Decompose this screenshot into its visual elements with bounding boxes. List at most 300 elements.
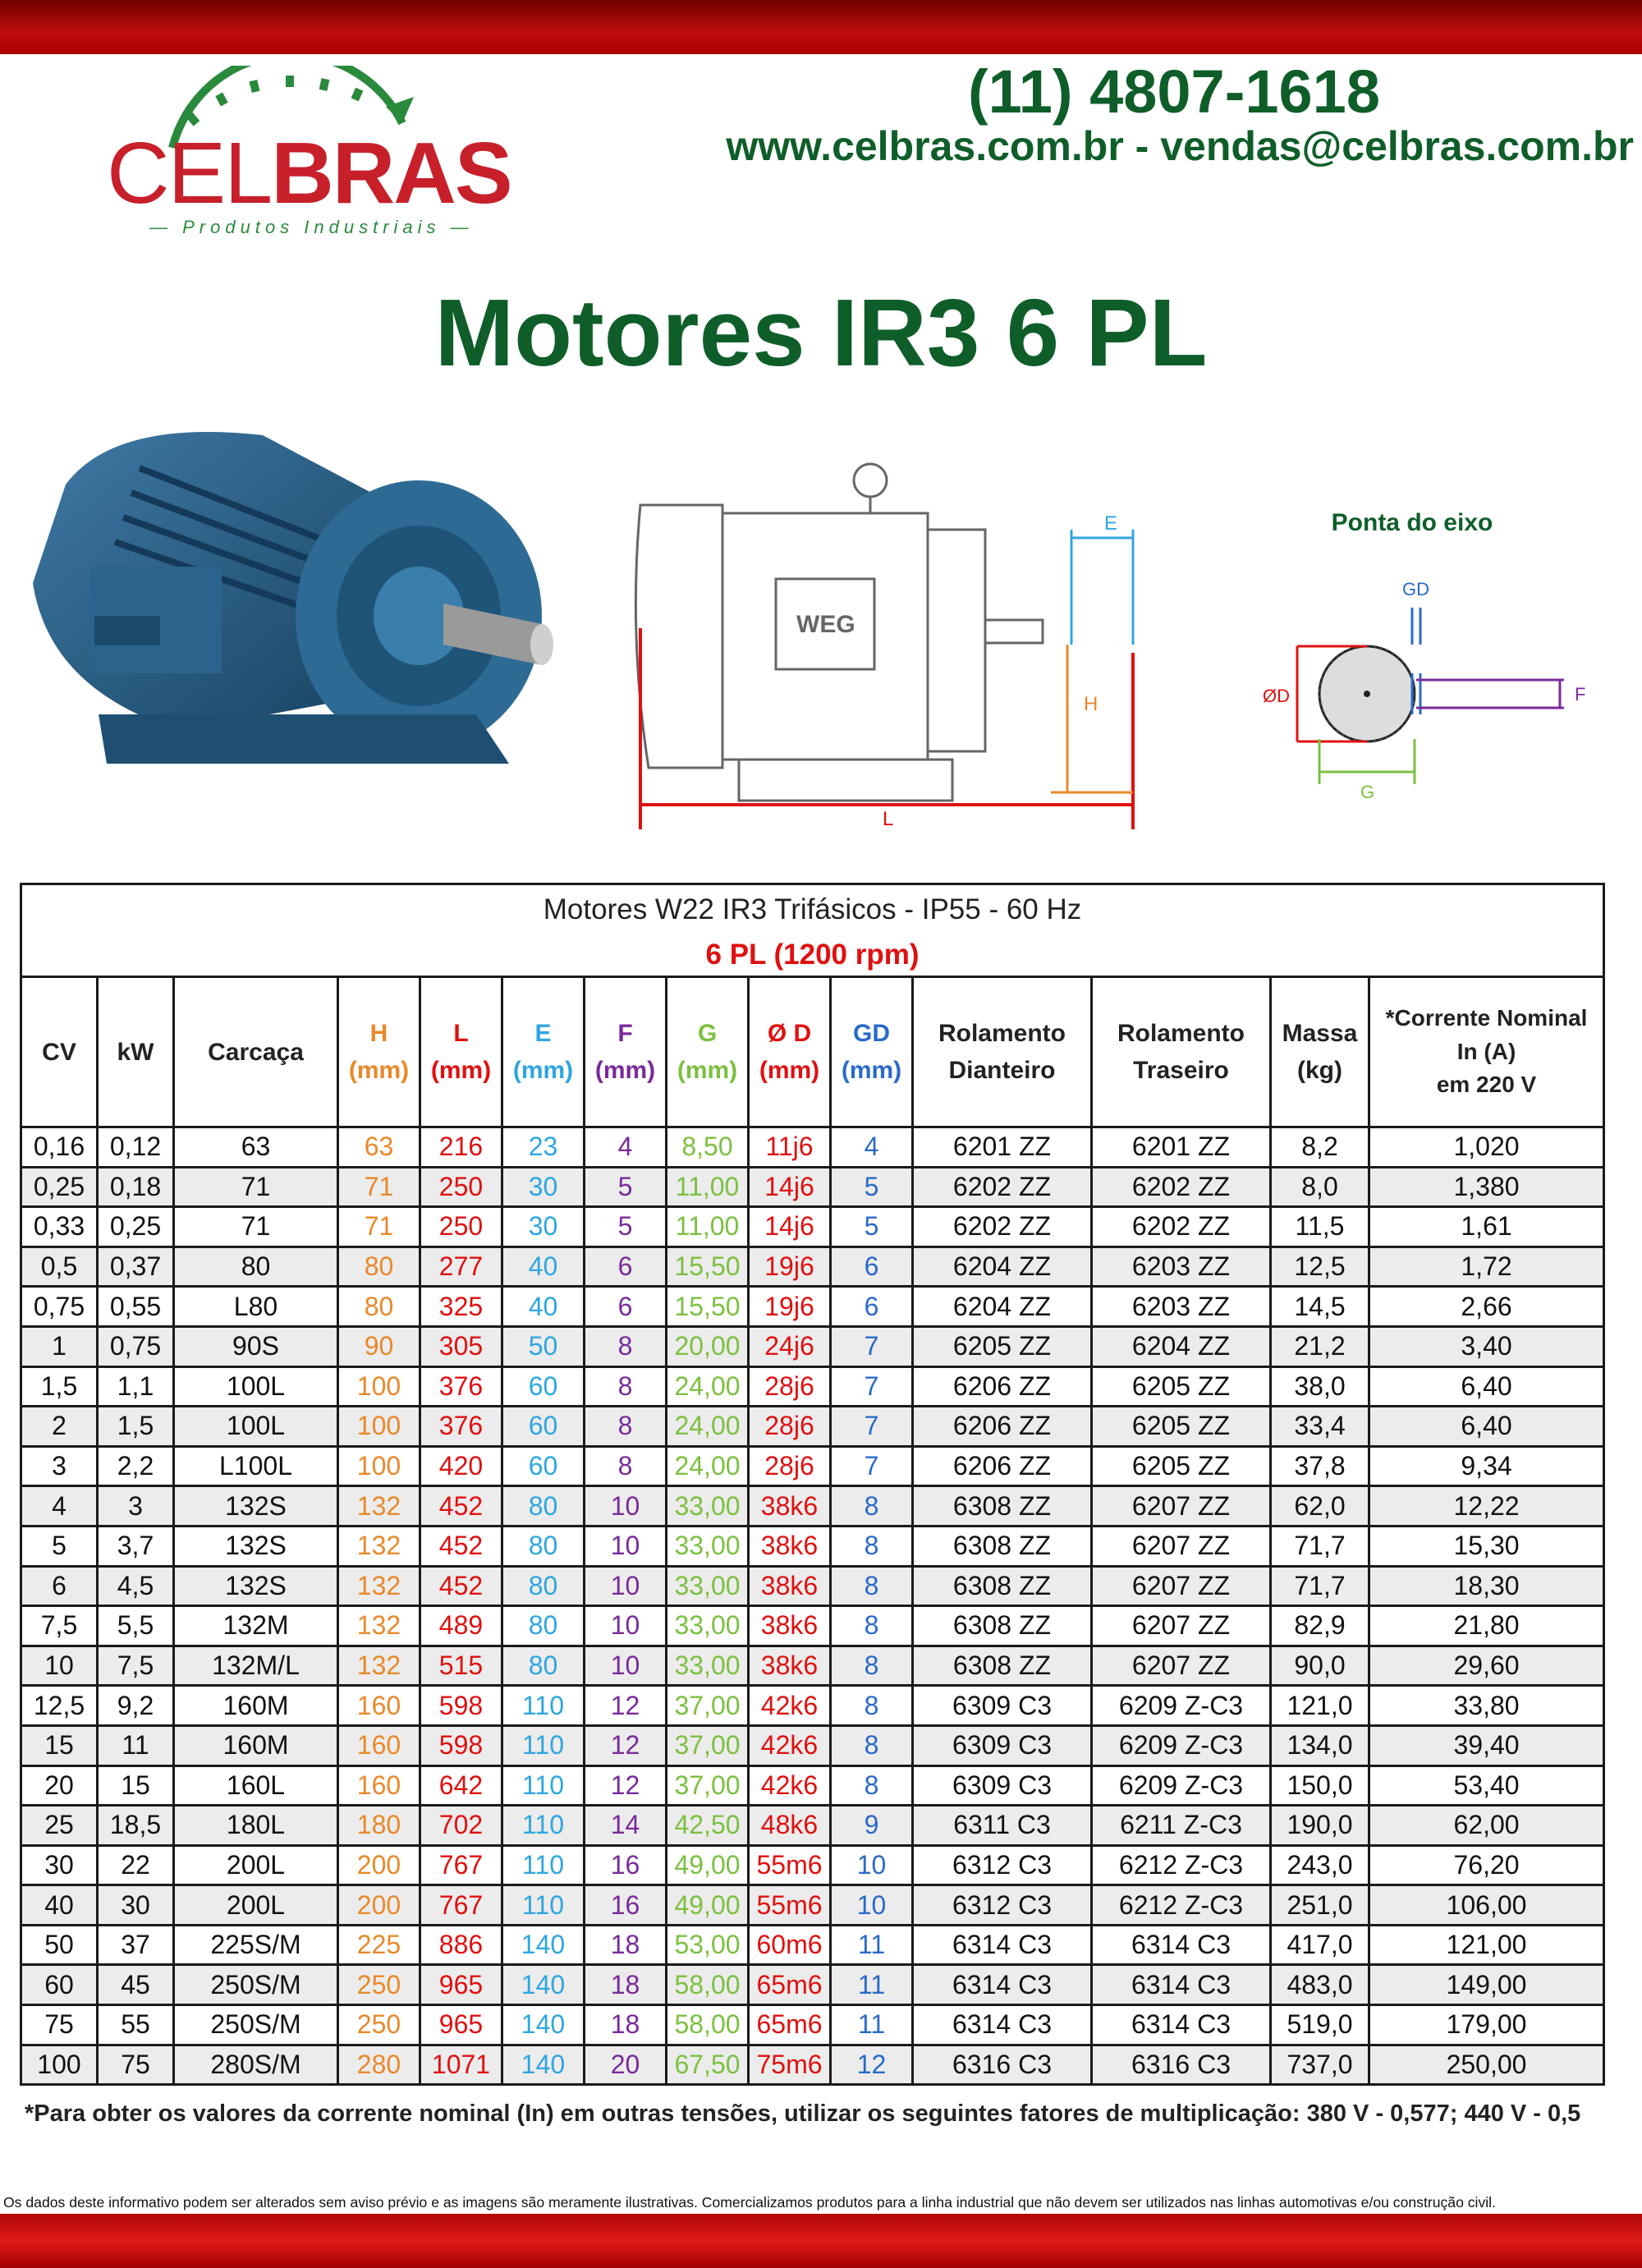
cell-h: 71 — [338, 1167, 420, 1207]
cell-l: 250 — [420, 1167, 502, 1207]
cell-d: 60m6 — [749, 1925, 831, 1965]
cell-rolamento-dianteiro: 6206 ZZ — [913, 1446, 1092, 1486]
cell-kw: 75 — [98, 2045, 174, 2085]
col-f: F (mm) — [585, 977, 667, 1127]
cell-h: 250 — [338, 2005, 420, 2045]
cell-massa: 8,0 — [1271, 1167, 1369, 1207]
cell-cv: 5 — [21, 1526, 98, 1566]
cell-corrente: 6,40 — [1369, 1366, 1604, 1407]
cell-e: 40 — [502, 1246, 585, 1287]
cell-f: 8 — [585, 1407, 667, 1447]
cell-f: 5 — [585, 1167, 667, 1207]
col-rolamento-dianteiro: Rolamento Dianteiro — [913, 977, 1092, 1127]
cell-f: 4 — [585, 1127, 667, 1168]
cell-cv: 1 — [21, 1326, 98, 1366]
cell-cv: 0,75 — [21, 1287, 98, 1327]
cell-massa: 33,4 — [1271, 1407, 1369, 1447]
cell-f: 10 — [585, 1486, 667, 1527]
cell-h: 80 — [338, 1246, 420, 1287]
cell-corrente: 1,020 — [1369, 1127, 1604, 1168]
cell-f: 18 — [585, 1925, 667, 1965]
cell-l: 767 — [420, 1845, 502, 1885]
cell-f: 6 — [585, 1246, 667, 1287]
cell-h: 100 — [338, 1407, 420, 1447]
cell-cv: 0,25 — [21, 1167, 98, 1207]
cell-f: 8 — [585, 1326, 667, 1366]
cell-f: 12 — [585, 1765, 667, 1806]
cell-corrente: 1,61 — [1369, 1207, 1604, 1247]
cell-d: 14j6 — [749, 1167, 831, 1207]
cell-h: 180 — [338, 1806, 420, 1846]
col-rolamento-traseiro: Rolamento Traseiro — [1092, 977, 1271, 1127]
dim-label-d: ØD — [1263, 686, 1290, 706]
disclaimer: Os dados deste informativo podem ser alterados sem aviso prévio e as imagens são meramente ilustrativas. Comercializamos produtos para a linha industrial que não devem ser utilizados nas linhas automotivas e/ou construção civil. — [3, 2194, 1496, 2211]
cell-f: 12 — [585, 1725, 667, 1765]
cell-kw: 0,18 — [98, 1167, 174, 1207]
cell-l: 1071 — [420, 2045, 502, 2085]
col-h: H (mm) — [338, 977, 420, 1127]
cell-e: 23 — [502, 1127, 585, 1168]
cell-g: 24,00 — [667, 1366, 749, 1407]
table-row — [21, 1326, 1604, 1366]
cell-l: 376 — [420, 1407, 502, 1447]
cell-kw: 4,5 — [98, 1566, 174, 1606]
cell-rolamento-traseiro: 6205 ZZ — [1092, 1446, 1271, 1486]
cell-e: 60 — [502, 1446, 585, 1486]
cell-carcaca: 132M/L — [174, 1646, 338, 1686]
table-row — [21, 1167, 1604, 1207]
dim-label-l: L — [883, 808, 894, 830]
cell-rolamento-dianteiro: 6202 ZZ — [913, 1207, 1092, 1247]
cell-cv: 75 — [21, 2005, 98, 2045]
cell-g: 58,00 — [667, 1965, 749, 2005]
cell-corrente: 39,40 — [1369, 1725, 1604, 1765]
cell-cv: 100 — [21, 2045, 98, 2085]
table-row — [21, 1407, 1604, 1447]
cell-e: 50 — [502, 1326, 585, 1366]
cell-e: 30 — [502, 1167, 585, 1207]
cell-e: 40 — [502, 1287, 585, 1327]
cell-rolamento-traseiro: 6314 C3 — [1092, 2005, 1271, 2045]
cell-kw: 15 — [98, 1765, 174, 1806]
cell-gd: 8 — [831, 1566, 913, 1606]
cell-rolamento-dianteiro: 6308 ZZ — [913, 1646, 1092, 1686]
cell-massa: 519,0 — [1271, 2005, 1369, 2045]
bottom-band — [0, 2214, 1642, 2268]
cell-cv: 12,5 — [21, 1686, 98, 1726]
cell-gd: 8 — [831, 1486, 913, 1527]
cell-e: 110 — [502, 1885, 585, 1926]
cell-kw: 0,25 — [98, 1207, 174, 1247]
cell-e: 30 — [502, 1207, 585, 1247]
cell-h: 280 — [338, 2045, 420, 2085]
cell-g: 37,00 — [667, 1725, 749, 1765]
cell-d: 48k6 — [749, 1806, 831, 1846]
cell-massa: 38,0 — [1271, 1366, 1369, 1407]
cell-massa: 737,0 — [1271, 2045, 1369, 2085]
cell-carcaca: 250S/M — [174, 1965, 338, 2005]
cell-h: 132 — [338, 1526, 420, 1566]
cell-l: 965 — [420, 1965, 502, 2005]
table-subcaption: 6 PL (1200 rpm) — [21, 934, 1604, 977]
cell-d: 28j6 — [749, 1407, 831, 1447]
cell-rolamento-traseiro: 6205 ZZ — [1092, 1407, 1271, 1447]
cell-rolamento-traseiro: 6209 Z-C3 — [1092, 1765, 1271, 1806]
cell-e: 110 — [502, 1686, 585, 1726]
cell-cv: 1,5 — [21, 1366, 98, 1407]
cell-kw: 18,5 — [98, 1806, 174, 1846]
col-e: E (mm) — [502, 977, 585, 1127]
cell-gd: 8 — [831, 1606, 913, 1646]
cell-rolamento-dianteiro: 6202 ZZ — [913, 1167, 1092, 1207]
cell-cv: 6 — [21, 1566, 98, 1606]
cell-kw: 0,75 — [98, 1326, 174, 1366]
logo-wordmark: CELBRAS — [107, 125, 511, 222]
cell-carcaca: 225S/M — [174, 1925, 338, 1965]
cell-corrente: 121,00 — [1369, 1925, 1604, 1965]
cell-carcaca: 200L — [174, 1885, 338, 1926]
cell-l: 965 — [420, 2005, 502, 2045]
cell-corrente: 2,66 — [1369, 1287, 1604, 1327]
table-row — [21, 1965, 1604, 2005]
table-row — [21, 1725, 1604, 1765]
cell-g: 67,50 — [667, 2045, 749, 2085]
cell-massa: 11,5 — [1271, 1207, 1369, 1247]
cell-g: 24,00 — [667, 1446, 749, 1486]
cell-rolamento-dianteiro: 6205 ZZ — [913, 1326, 1092, 1366]
cell-massa: 134,0 — [1271, 1725, 1369, 1765]
cell-gd: 9 — [831, 1806, 913, 1846]
table-row — [21, 1606, 1604, 1646]
cell-g: 24,00 — [667, 1407, 749, 1447]
cell-f: 6 — [585, 1287, 667, 1327]
table-row — [21, 1287, 1604, 1327]
col-l: L (mm) — [420, 977, 502, 1127]
cell-massa: 71,7 — [1271, 1526, 1369, 1566]
cell-e: 140 — [502, 2005, 585, 2045]
cell-g: 15,50 — [667, 1246, 749, 1287]
cell-rolamento-traseiro: 6202 ZZ — [1092, 1167, 1271, 1207]
cell-massa: 8,2 — [1271, 1127, 1369, 1168]
cell-corrente: 6,40 — [1369, 1407, 1604, 1447]
cell-l: 452 — [420, 1526, 502, 1566]
cell-carcaca: 132S — [174, 1566, 338, 1606]
logo-tagline: — Produtos Industriais — — [149, 217, 474, 237]
cell-massa: 12,5 — [1271, 1246, 1369, 1287]
cell-kw: 2,2 — [98, 1446, 174, 1486]
cell-l: 642 — [420, 1765, 502, 1806]
cell-rolamento-traseiro: 6202 ZZ — [1092, 1207, 1271, 1247]
shaft-title: Ponta do eixo — [1331, 509, 1493, 536]
cell-f: 12 — [585, 1686, 667, 1726]
cell-corrente: 62,00 — [1369, 1806, 1604, 1846]
cell-g: 33,00 — [667, 1646, 749, 1686]
cell-corrente: 250,00 — [1369, 2045, 1604, 2085]
cell-carcaca: 100L — [174, 1407, 338, 1447]
cell-e: 80 — [502, 1566, 585, 1606]
dim-label-f: F — [1575, 684, 1586, 705]
shaft-end-drawing — [1248, 501, 1593, 813]
table-row — [21, 1765, 1604, 1806]
cell-rolamento-traseiro: 6207 ZZ — [1092, 1566, 1271, 1606]
cell-corrente: 12,22 — [1369, 1486, 1604, 1527]
cell-f: 18 — [585, 1965, 667, 2005]
cell-carcaca: 80 — [174, 1246, 338, 1287]
cell-rolamento-traseiro: 6205 ZZ — [1092, 1366, 1271, 1407]
dimension-drawing — [624, 456, 1166, 833]
cell-carcaca: 71 — [174, 1167, 338, 1207]
cell-corrente: 33,80 — [1369, 1686, 1604, 1726]
table-row — [21, 1207, 1604, 1247]
cell-e: 140 — [502, 1965, 585, 2005]
cell-gd: 10 — [831, 1885, 913, 1926]
cell-f: 10 — [585, 1606, 667, 1646]
table-row — [21, 2045, 1604, 2085]
cell-g: 42,50 — [667, 1806, 749, 1846]
cell-cv: 0,5 — [21, 1246, 98, 1287]
cell-kw: 7,5 — [98, 1646, 174, 1686]
cell-d: 28j6 — [749, 1366, 831, 1407]
cell-gd: 11 — [831, 2005, 913, 2045]
cell-massa: 190,0 — [1271, 1806, 1369, 1846]
cell-e: 140 — [502, 2045, 585, 2085]
cell-l: 452 — [420, 1486, 502, 1527]
cell-cv: 40 — [21, 1885, 98, 1926]
cell-carcaca: L100L — [174, 1446, 338, 1486]
cell-h: 71 — [338, 1207, 420, 1247]
cell-e: 110 — [502, 1725, 585, 1765]
cell-gd: 6 — [831, 1287, 913, 1327]
cell-rolamento-dianteiro: 6308 ZZ — [913, 1566, 1092, 1606]
col-corrente-nominal: *Corrente Nominal In (A) em 220 V — [1369, 977, 1604, 1127]
cell-gd: 11 — [831, 1965, 913, 2005]
cell-carcaca: 200L — [174, 1845, 338, 1885]
cell-l: 767 — [420, 1885, 502, 1926]
cell-rolamento-traseiro: 6211 Z-C3 — [1092, 1806, 1271, 1846]
cell-e: 140 — [502, 1925, 585, 1965]
cell-d: 28j6 — [749, 1446, 831, 1486]
cell-rolamento-traseiro: 6212 Z-C3 — [1092, 1845, 1271, 1885]
cell-rolamento-dianteiro: 6312 C3 — [913, 1885, 1092, 1926]
cell-gd: 6 — [831, 1246, 913, 1287]
cell-e: 80 — [502, 1526, 585, 1566]
dim-label-h: H — [1084, 693, 1098, 715]
contact-phone[interactable]: (11) 4807-1618 — [968, 57, 1380, 126]
cell-d: 55m6 — [749, 1885, 831, 1926]
cell-carcaca: L80 — [174, 1287, 338, 1327]
top-band — [0, 0, 1642, 54]
table-caption: Motores W22 IR3 Trifásicos - IP55 - 60 Hz — [21, 884, 1604, 935]
cell-rolamento-traseiro: 6209 Z-C3 — [1092, 1725, 1271, 1765]
cell-f: 14 — [585, 1806, 667, 1846]
cell-l: 277 — [420, 1246, 502, 1287]
cell-e: 110 — [502, 1806, 585, 1846]
cell-cv: 0,33 — [21, 1207, 98, 1247]
cell-g: 33,00 — [667, 1486, 749, 1527]
cell-f: 8 — [585, 1446, 667, 1486]
cell-cv: 0,16 — [21, 1127, 98, 1168]
table-body — [21, 1127, 1604, 2085]
cell-l: 515 — [420, 1646, 502, 1686]
page-title: Motores IR3 6 PL — [434, 279, 1208, 386]
cell-rolamento-traseiro: 6204 ZZ — [1092, 1326, 1271, 1366]
cell-d: 19j6 — [749, 1287, 831, 1327]
table-row — [21, 1446, 1604, 1486]
cell-f: 16 — [585, 1885, 667, 1926]
cell-gd: 8 — [831, 1526, 913, 1566]
cell-rolamento-dianteiro: 6309 C3 — [913, 1765, 1092, 1806]
col-carcaca: Carcaça — [174, 977, 338, 1127]
cell-l: 489 — [420, 1606, 502, 1646]
cell-d: 65m6 — [749, 2005, 831, 2045]
cell-g: 8,50 — [667, 1127, 749, 1168]
cell-cv: 25 — [21, 1806, 98, 1846]
cell-rolamento-dianteiro: 6314 C3 — [913, 2005, 1092, 2045]
cell-g: 53,00 — [667, 1925, 749, 1965]
cell-gd: 4 — [831, 1127, 913, 1168]
cell-gd: 7 — [831, 1366, 913, 1407]
cell-carcaca: 63 — [174, 1127, 338, 1168]
cell-rolamento-traseiro: 6212 Z-C3 — [1092, 1885, 1271, 1926]
spec-table — [20, 883, 1605, 2086]
cell-kw: 55 — [98, 2005, 174, 2045]
cell-rolamento-dianteiro: 6316 C3 — [913, 2045, 1092, 2085]
cell-rolamento-dianteiro: 6309 C3 — [913, 1686, 1092, 1726]
cell-gd: 8 — [831, 1725, 913, 1765]
cell-h: 132 — [338, 1646, 420, 1686]
cell-corrente: 9,34 — [1369, 1446, 1604, 1486]
cell-g: 11,00 — [667, 1207, 749, 1247]
cell-d: 42k6 — [749, 1725, 831, 1765]
cell-l: 702 — [420, 1806, 502, 1846]
cell-rolamento-traseiro: 6209 Z-C3 — [1092, 1686, 1271, 1726]
table-row — [21, 2005, 1604, 2045]
cell-l: 598 — [420, 1725, 502, 1765]
motor-photo — [16, 419, 558, 805]
cell-massa: 150,0 — [1271, 1765, 1369, 1806]
cell-massa: 62,0 — [1271, 1486, 1369, 1527]
cell-rolamento-dianteiro: 6314 C3 — [913, 1965, 1092, 2005]
cell-l: 325 — [420, 1287, 502, 1327]
table-row — [21, 1486, 1604, 1527]
cell-f: 10 — [585, 1566, 667, 1606]
cell-cv: 7,5 — [21, 1606, 98, 1646]
cell-kw: 22 — [98, 1845, 174, 1885]
cell-kw: 9,2 — [98, 1686, 174, 1726]
cell-kw: 5,5 — [98, 1606, 174, 1646]
cell-rolamento-dianteiro: 6204 ZZ — [913, 1246, 1092, 1287]
table-row — [21, 1845, 1604, 1885]
cell-massa: 251,0 — [1271, 1885, 1369, 1926]
cell-gd: 8 — [831, 1646, 913, 1686]
cell-carcaca: 132M — [174, 1606, 338, 1646]
cell-f: 18 — [585, 2005, 667, 2045]
cell-gd: 7 — [831, 1407, 913, 1447]
footnote: *Para obter os valores da corrente nominal (In) em outras tensões, utilizar os seguintes fatores de multiplicação: 380 V - 0,577; 440 V - 0,5 — [25, 2100, 1581, 2127]
cell-kw: 1,5 — [98, 1407, 174, 1447]
cell-carcaca: 132S — [174, 1526, 338, 1566]
cell-rolamento-dianteiro: 6314 C3 — [913, 1925, 1092, 1965]
cell-h: 132 — [338, 1566, 420, 1606]
celbras-logo[interactable] — [99, 66, 511, 242]
cell-f: 8 — [585, 1366, 667, 1407]
cell-carcaca: 280S/M — [174, 2045, 338, 2085]
cell-corrente: 179,00 — [1369, 2005, 1604, 2045]
cell-massa: 14,5 — [1271, 1287, 1369, 1327]
cell-corrente: 3,40 — [1369, 1326, 1604, 1366]
cell-cv: 60 — [21, 1965, 98, 2005]
table-row — [21, 1366, 1604, 1407]
col-kw: kW — [98, 977, 174, 1127]
cell-d: 38k6 — [749, 1566, 831, 1606]
cell-rolamento-traseiro: 6203 ZZ — [1092, 1246, 1271, 1287]
cell-g: 11,00 — [667, 1167, 749, 1207]
cell-corrente: 76,20 — [1369, 1845, 1604, 1885]
cell-d: 55m6 — [749, 1845, 831, 1885]
cell-h: 160 — [338, 1686, 420, 1726]
cell-carcaca: 160L — [174, 1765, 338, 1806]
cell-corrente: 149,00 — [1369, 1965, 1604, 2005]
cell-cv: 20 — [21, 1765, 98, 1806]
cell-kw: 3 — [98, 1486, 174, 1527]
cell-d: 11j6 — [749, 1127, 831, 1168]
cell-carcaca: 160M — [174, 1686, 338, 1726]
cell-rolamento-dianteiro: 6308 ZZ — [913, 1606, 1092, 1646]
cell-gd: 11 — [831, 1925, 913, 1965]
cell-rolamento-dianteiro: 6206 ZZ — [913, 1366, 1092, 1407]
cell-rolamento-traseiro: 6207 ZZ — [1092, 1526, 1271, 1566]
cell-kw: 3,7 — [98, 1526, 174, 1566]
cell-f: 20 — [585, 2045, 667, 2085]
cell-d: 75m6 — [749, 2045, 831, 2085]
cell-d: 42k6 — [749, 1686, 831, 1726]
cell-massa: 37,8 — [1271, 1446, 1369, 1486]
cell-rolamento-dianteiro: 6312 C3 — [913, 1845, 1092, 1885]
cell-corrente: 15,30 — [1369, 1526, 1604, 1566]
cell-carcaca: 160M — [174, 1725, 338, 1765]
cell-gd: 10 — [831, 1845, 913, 1885]
cell-rolamento-dianteiro: 6311 C3 — [913, 1806, 1092, 1846]
cell-cv: 15 — [21, 1725, 98, 1765]
cell-cv: 10 — [21, 1646, 98, 1686]
cell-g: 33,00 — [667, 1566, 749, 1606]
cell-g: 37,00 — [667, 1686, 749, 1726]
contact-web-email[interactable]: www.celbras.com.br - vendas@celbras.com.br — [726, 123, 1634, 169]
col-massa: Massa (kg) — [1271, 977, 1369, 1127]
cell-carcaca: 100L — [174, 1366, 338, 1407]
col-g: G (mm) — [667, 977, 749, 1127]
cell-kw: 11 — [98, 1725, 174, 1765]
cell-h: 200 — [338, 1885, 420, 1926]
table-row — [21, 1885, 1604, 1926]
dim-label-g: G — [1360, 782, 1375, 802]
table-row — [21, 1127, 1604, 1168]
cell-gd: 7 — [831, 1446, 913, 1486]
table-row — [21, 1806, 1604, 1846]
cell-h: 100 — [338, 1446, 420, 1486]
cell-h: 132 — [338, 1606, 420, 1646]
cell-massa: 82,9 — [1271, 1606, 1369, 1646]
cell-massa: 483,0 — [1271, 1965, 1369, 2005]
cell-rolamento-traseiro: 6316 C3 — [1092, 2045, 1271, 2085]
cell-l: 376 — [420, 1366, 502, 1407]
cell-h: 63 — [338, 1127, 420, 1168]
cell-h: 160 — [338, 1765, 420, 1806]
cell-d: 38k6 — [749, 1606, 831, 1646]
cell-d: 65m6 — [749, 1965, 831, 2005]
cell-gd: 7 — [831, 1326, 913, 1366]
cell-kw: 0,12 — [98, 1127, 174, 1168]
